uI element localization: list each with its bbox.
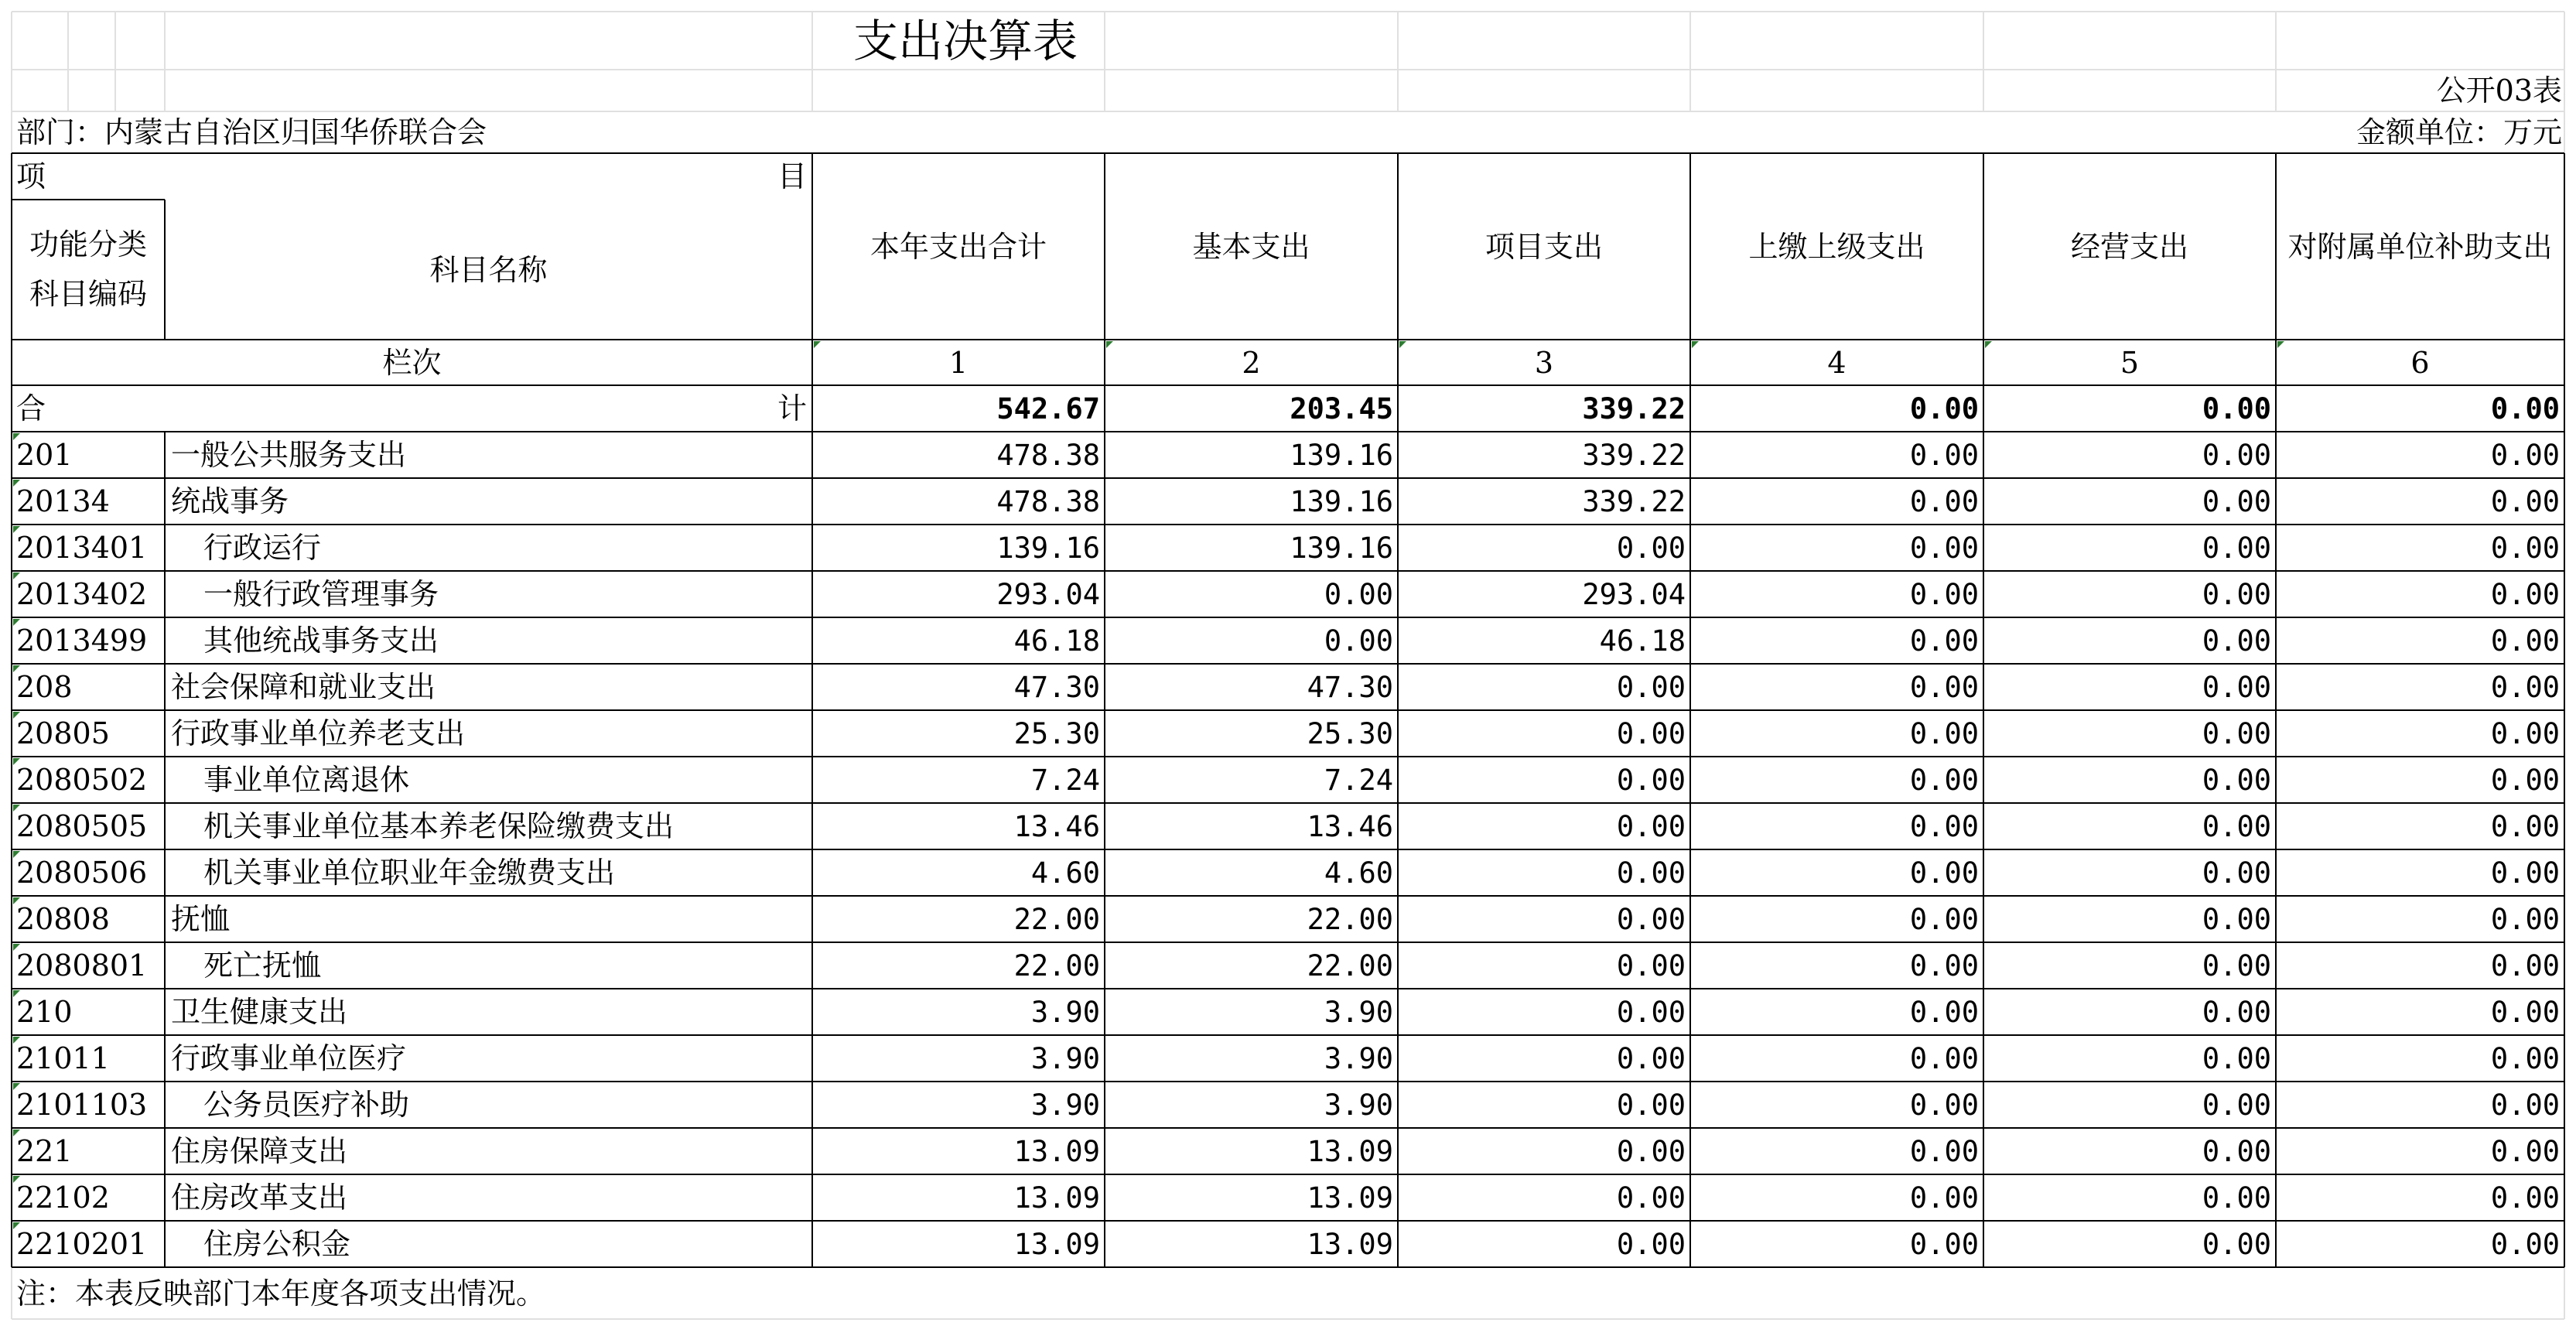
row-value: 0.00: [2202, 1088, 2271, 1122]
table-border: [164, 1174, 166, 1221]
row-value: 0.00: [1909, 624, 1979, 658]
cell-marker: [814, 341, 821, 348]
row-value: 0.00: [2202, 809, 2271, 843]
row-code: 2013402: [16, 577, 148, 611]
row-value: 4.60: [1324, 856, 1393, 890]
row-value: 0.00: [1909, 1088, 1979, 1122]
department-label: 部门：内蒙古自治区归国华侨联合会: [16, 115, 487, 149]
row-value: 22.00: [1307, 902, 1393, 936]
cell-marker: [13, 1129, 20, 1136]
cell-marker: [13, 572, 20, 579]
row-code: 201: [16, 438, 73, 472]
row-value: 0.00: [1616, 1088, 1686, 1122]
row-value: 13.09: [1013, 1134, 1100, 1168]
row-value: 0.00: [2490, 484, 2560, 518]
row-name: 公务员医疗补助: [203, 1088, 410, 1122]
row-code: 2080505: [16, 809, 148, 843]
total-label-right: 计: [777, 391, 807, 425]
row-value: 0.00: [1909, 948, 1979, 983]
row-value: 25.30: [1013, 716, 1100, 750]
header-col-1: 本年支出合计: [869, 229, 1047, 264]
row-value: 339.22: [1582, 438, 1686, 472]
cell-marker: [1399, 341, 1406, 348]
row-name: 抚恤: [171, 902, 231, 936]
row-value: 13.46: [1307, 809, 1393, 843]
table-border: [164, 1128, 166, 1174]
row-value: 7.24: [1030, 763, 1100, 797]
cell-marker: [13, 1176, 20, 1183]
gridline: [114, 12, 116, 111]
col-index-2: 2: [1242, 345, 1261, 380]
table-border: [164, 525, 166, 571]
row-value: 0.00: [1616, 716, 1686, 750]
row-value: 0.00: [2202, 948, 2271, 983]
row-value: 0.00: [1909, 763, 1979, 797]
gridline: [1983, 12, 1984, 111]
row-name: 卫生健康支出: [171, 995, 348, 1029]
gridline: [1689, 12, 1691, 111]
col-index-1: 1: [948, 345, 969, 380]
row-value: 0.00: [2490, 531, 2560, 565]
table-border: [164, 617, 166, 664]
row-value: 0.00: [2202, 995, 2271, 1029]
row-value: 339.22: [1582, 484, 1686, 518]
row-value: 0.00: [1616, 995, 1686, 1029]
total-value: 339.22: [1582, 391, 1686, 425]
row-name: 住房保障支出: [171, 1134, 348, 1168]
cell-marker: [13, 619, 20, 626]
table-border: [164, 1221, 166, 1267]
cell-marker: [13, 851, 20, 858]
cell-marker: [13, 758, 20, 765]
row-value: 0.00: [1909, 809, 1979, 843]
row-value: 139.16: [1290, 484, 1393, 518]
row-value: 293.04: [996, 577, 1100, 611]
row-value: 0.00: [1616, 856, 1686, 890]
header-code-label-1: 功能分类: [29, 227, 147, 261]
row-value: 0.00: [2202, 1134, 2271, 1168]
row-name: 一般行政管理事务: [203, 577, 439, 611]
row-value: 0.00: [2202, 1041, 2271, 1075]
table-border: [164, 757, 166, 803]
row-value: 0.00: [2202, 716, 2271, 750]
gridline: [164, 12, 166, 111]
row-value: 25.30: [1307, 716, 1393, 750]
row-value: 0.00: [2490, 1134, 2560, 1168]
cell-marker: [13, 897, 20, 904]
row-value: 3.90: [1030, 1041, 1100, 1075]
row-code: 2210201: [16, 1227, 148, 1261]
row-value: 4.60: [1030, 856, 1100, 890]
row-value: 0.00: [1909, 1181, 1979, 1215]
total-value: 0.00: [2202, 391, 2271, 425]
gridline: [2564, 12, 2565, 153]
header-code-label-2: 科目编码: [29, 277, 147, 311]
cell-marker: [1106, 341, 1113, 348]
total-value: 0.00: [1909, 391, 1979, 425]
row-code: 2080801: [16, 948, 148, 983]
header-item-right: 目: [777, 159, 807, 193]
table-border: [164, 571, 166, 617]
gridline: [11, 12, 12, 153]
row-value: 0.00: [1909, 902, 1979, 936]
row-value: 0.00: [1909, 438, 1979, 472]
row-value: 0.00: [1616, 1227, 1686, 1261]
row-name: 死亡抚恤: [203, 948, 322, 983]
table-border: [164, 664, 166, 710]
row-value: 478.38: [996, 484, 1100, 518]
cell-marker: [13, 712, 20, 719]
row-value: 3.90: [1324, 1088, 1393, 1122]
row-code: 221: [16, 1134, 73, 1168]
gridline: [11, 1267, 12, 1319]
row-value: 0.00: [1324, 577, 1393, 611]
row-value: 0.00: [2490, 670, 2560, 704]
row-value: 0.00: [1909, 995, 1979, 1029]
row-code: 20134: [16, 484, 110, 518]
table-border: [164, 478, 166, 525]
header-col-6: 对附属单位补助支出: [2287, 229, 2553, 264]
row-value: 0.00: [1909, 531, 1979, 565]
row-value: 0.00: [2490, 1181, 2560, 1215]
header-col-4: 上缴上级支出: [1748, 229, 1925, 264]
row-value: 13.46: [1013, 809, 1100, 843]
row-code: 22102: [16, 1181, 110, 1215]
row-name: 统战事务: [171, 484, 289, 518]
row-value: 0.00: [1616, 1041, 1686, 1075]
row-value: 0.00: [1909, 716, 1979, 750]
row-value: 46.18: [1013, 624, 1100, 658]
row-value: 0.00: [2490, 1088, 2560, 1122]
row-value: 0.00: [1616, 670, 1686, 704]
cell-marker: [1692, 341, 1699, 348]
row-value: 0.00: [1616, 1134, 1686, 1168]
table-border: [164, 1082, 166, 1128]
row-value: 0.00: [2202, 856, 2271, 890]
row-value: 0.00: [2490, 624, 2560, 658]
table-border: [164, 989, 166, 1035]
page-title: 支出决算表: [853, 14, 1078, 67]
row-value: 139.16: [1290, 438, 1393, 472]
total-value: 0.00: [2490, 391, 2560, 425]
row-code: 20808: [16, 902, 110, 936]
row-value: 139.16: [1290, 531, 1393, 565]
header-col-3: 项目支出: [1484, 229, 1603, 264]
row-name: 住房改革支出: [171, 1181, 348, 1215]
gridline: [67, 12, 69, 111]
row-code: 2013401: [16, 531, 148, 565]
table-border: [164, 1035, 166, 1082]
row-value: 0.00: [1616, 948, 1686, 983]
col-index-5: 5: [2120, 345, 2140, 380]
row-value: 0.00: [2202, 438, 2271, 472]
row-value: 0.00: [2490, 577, 2560, 611]
spreadsheet: [12, 12, 2564, 1319]
row-value: 0.00: [2490, 763, 2560, 797]
row-name: 行政事业单位医疗: [171, 1041, 407, 1075]
row-value: 0.00: [2490, 995, 2560, 1029]
amount-unit-label: 金额单位：万元: [2356, 115, 2562, 149]
header-name-label: 科目名称: [429, 252, 548, 287]
total-value: 542.67: [996, 391, 1100, 425]
row-value: 0.00: [2202, 624, 2271, 658]
cell-marker: [13, 433, 20, 440]
row-code: 208: [16, 670, 73, 704]
row-value: 0.00: [1909, 1227, 1979, 1261]
row-value: 0.00: [1909, 670, 1979, 704]
row-value: 13.09: [1307, 1227, 1393, 1261]
footnote: 注：本表反映部门本年度各项支出情况。: [16, 1276, 546, 1311]
row-value: 0.00: [1616, 902, 1686, 936]
row-code: 2101103: [16, 1088, 148, 1122]
row-value: 47.30: [1013, 670, 1100, 704]
row-name: 机关事业单位职业年金缴费支出: [203, 856, 616, 890]
table-border: [164, 710, 166, 757]
header-col-5: 经营支出: [2070, 229, 2188, 264]
cell-marker: [13, 1037, 20, 1044]
row-value: 0.00: [2202, 531, 2271, 565]
row-value: 0.00: [1909, 1041, 1979, 1075]
row-name: 事业单位离退休: [203, 763, 410, 797]
row-name: 机关事业单位基本养老保险缴费支出: [203, 809, 675, 843]
row-value: 7.24: [1324, 763, 1393, 797]
cell-marker: [13, 990, 20, 997]
cell-marker: [13, 480, 20, 487]
col-index-4: 4: [1827, 345, 1847, 380]
cell-marker: [2277, 341, 2284, 348]
table-border: [164, 896, 166, 942]
row-code: 210: [16, 995, 73, 1029]
row-value: 293.04: [1582, 577, 1686, 611]
row-code: 2080502: [16, 763, 148, 797]
cell-marker: [13, 1083, 20, 1090]
row-value: 3.90: [1030, 995, 1100, 1029]
total-label-left: 合: [16, 391, 46, 425]
col-index-label: 栏次: [382, 345, 442, 380]
row-value: 13.09: [1013, 1181, 1100, 1215]
row-name: 行政运行: [203, 531, 322, 565]
table-border: [164, 803, 166, 849]
row-value: 0.00: [1909, 577, 1979, 611]
row-value: 0.00: [2202, 902, 2271, 936]
gridline: [2564, 1267, 2565, 1319]
row-code: 2080506: [16, 856, 148, 890]
cell-marker: [13, 665, 20, 672]
row-value: 0.00: [2202, 1227, 2271, 1261]
gridline: [12, 11, 2564, 12]
gridline: [1397, 12, 1399, 111]
table-border: [164, 432, 166, 478]
total-value: 203.45: [1290, 391, 1393, 425]
row-value: 13.09: [1307, 1134, 1393, 1168]
row-code: 21011: [16, 1041, 110, 1075]
header-item-left: 项: [16, 159, 46, 193]
row-value: 46.18: [1599, 624, 1686, 658]
gridline: [12, 69, 2564, 70]
cell-marker: [13, 805, 20, 812]
cell-marker: [13, 526, 20, 533]
row-value: 0.00: [1324, 624, 1393, 658]
table-border: [164, 942, 166, 989]
row-value: 22.00: [1013, 902, 1100, 936]
row-value: 3.90: [1324, 1041, 1393, 1075]
row-value: 0.00: [2202, 484, 2271, 518]
row-value: 0.00: [2202, 1181, 2271, 1215]
row-value: 0.00: [2490, 716, 2560, 750]
table-border: [164, 849, 166, 896]
row-code: 2013499: [16, 624, 148, 658]
col-index-3: 3: [1534, 345, 1554, 380]
col-index-6: 6: [2410, 345, 2430, 380]
row-value: 0.00: [1909, 484, 1979, 518]
row-value: 13.09: [1013, 1227, 1100, 1261]
row-code: 20805: [16, 716, 110, 750]
form-number: 公开03表: [2436, 73, 2562, 108]
row-value: 0.00: [2202, 577, 2271, 611]
row-value: 22.00: [1013, 948, 1100, 983]
row-value: 3.90: [1324, 995, 1393, 1029]
cell-marker: [13, 1222, 20, 1229]
row-value: 478.38: [996, 438, 1100, 472]
row-value: 0.00: [1616, 809, 1686, 843]
row-value: 0.00: [2490, 1227, 2560, 1261]
row-name: 其他统战事务支出: [203, 624, 439, 658]
row-value: 0.00: [2490, 948, 2560, 983]
row-value: 0.00: [1616, 763, 1686, 797]
row-name: 一般公共服务支出: [171, 438, 407, 472]
row-name: 行政事业单位养老支出: [171, 716, 466, 750]
row-value: 0.00: [2202, 763, 2271, 797]
row-value: 0.00: [1616, 1181, 1686, 1215]
row-value: 0.00: [2490, 1041, 2560, 1075]
row-value: 0.00: [2490, 902, 2560, 936]
row-name: 住房公积金: [203, 1227, 351, 1261]
row-value: 0.00: [2202, 670, 2271, 704]
row-value: 0.00: [2490, 438, 2560, 472]
row-value: 0.00: [1616, 531, 1686, 565]
row-value: 0.00: [1909, 856, 1979, 890]
row-value: 139.16: [996, 531, 1100, 565]
cell-marker: [1985, 341, 1992, 348]
cell-marker: [13, 944, 20, 951]
row-value: 0.00: [1909, 1134, 1979, 1168]
row-value: 13.09: [1307, 1181, 1393, 1215]
row-name: 社会保障和就业支出: [171, 670, 436, 704]
row-value: 0.00: [2490, 856, 2560, 890]
row-value: 47.30: [1307, 670, 1393, 704]
row-value: 22.00: [1307, 948, 1393, 983]
row-value: 3.90: [1030, 1088, 1100, 1122]
row-value: 0.00: [2490, 809, 2560, 843]
header-col-2: 基本支出: [1192, 229, 1310, 264]
